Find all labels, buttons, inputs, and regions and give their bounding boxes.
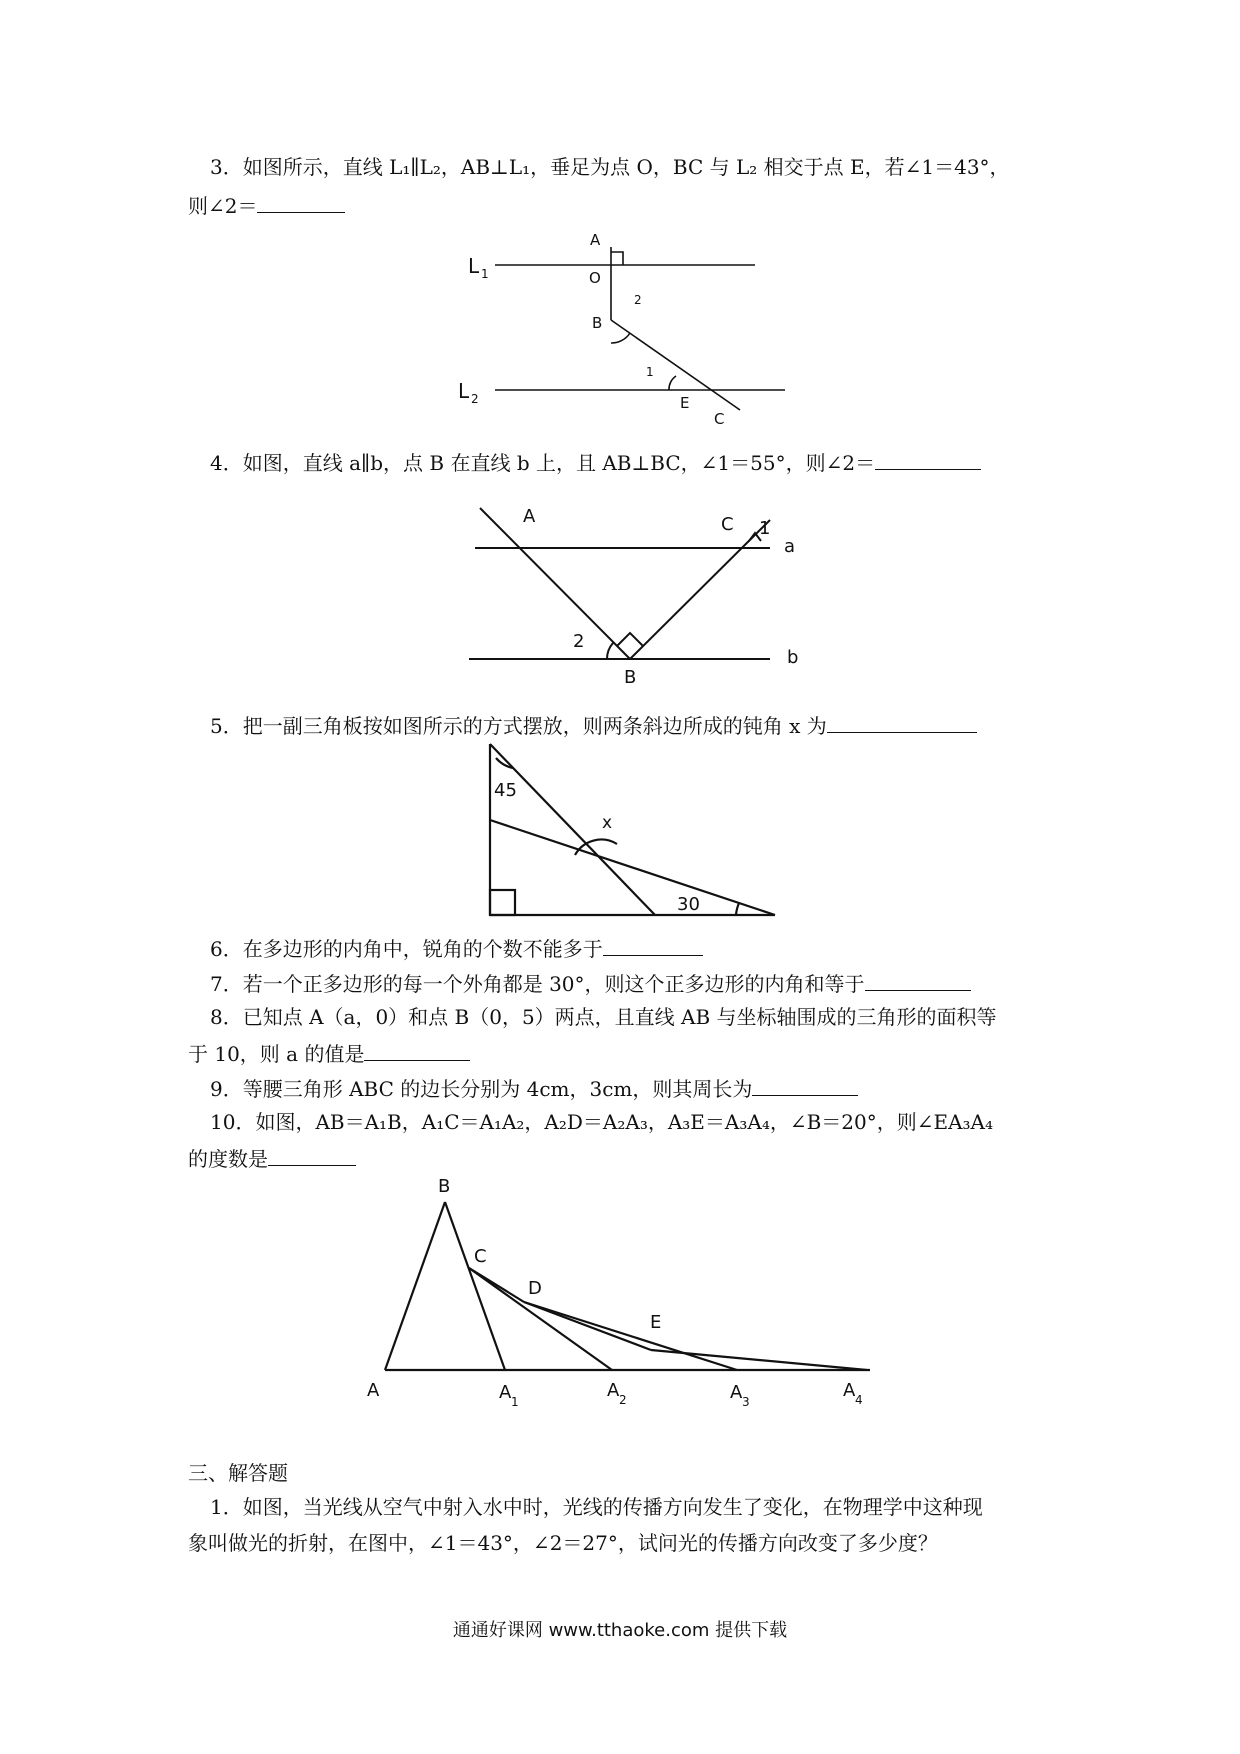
- q4-figure: [455, 500, 815, 690]
- q4-text: 4．如图，直线 a∥b，点 B 在直线 b 上，且 AB⊥BC，∠1＝55°，则∠2＝: [210, 451, 876, 475]
- q4-angle-2: 2: [573, 631, 585, 652]
- q7-line: [210, 970, 971, 996]
- q10-label-A3: A: [730, 1382, 743, 1403]
- q10-label-B: B: [438, 1176, 451, 1197]
- q3-label-C: C: [714, 410, 725, 425]
- q10-text: 10．如图，AB＝A₁B，A₁C＝A₁A₂，A₂D＝A₂A₃，A₃E＝A₃A₄，∠B＝20°，则∠EA₃A₄: [210, 1110, 994, 1134]
- q3-label-B: B: [592, 314, 603, 332]
- q10-label-A1: A: [499, 1382, 512, 1403]
- q4-label-A: A: [523, 506, 536, 527]
- q5-angle-45: 45: [494, 780, 517, 801]
- q7-text: 7．若一个正多边形的每一个外角都是 30°，则这个正多边形的内角和等于: [210, 972, 865, 996]
- q10-line2: [188, 1145, 356, 1171]
- q6-line: [210, 935, 703, 961]
- q3-label-L2: L: [458, 379, 470, 403]
- footer-text: 通通好课网 www.tthaoke.com 提供下载: [452, 1620, 788, 1641]
- q10-line1: [210, 1110, 993, 1134]
- q8-answer-blank[interactable]: [364, 1040, 470, 1061]
- q3-label-L1: L: [468, 254, 480, 278]
- q7-answer-blank[interactable]: [865, 970, 971, 991]
- q3-angle-2: 2: [634, 293, 642, 307]
- s1-line2: [188, 1531, 938, 1555]
- q3-answer-blank[interactable]: [257, 192, 345, 213]
- q8-line2: [188, 1040, 470, 1066]
- q3-line2: [188, 192, 345, 218]
- q6-text: 6．在多边形的内角中，锐角的个数不能多于: [210, 937, 603, 961]
- q4-answer-blank[interactable]: [875, 449, 981, 470]
- q5-angle-x: x: [602, 813, 613, 833]
- q10-figure: [355, 1170, 875, 1415]
- q3-label-E: E: [680, 394, 690, 412]
- page-footer: [0, 1616, 1240, 1642]
- q10-answer-blank[interactable]: [268, 1145, 356, 1166]
- q5-line: [210, 712, 977, 738]
- q3-line1: [210, 155, 1010, 179]
- q3-label-O: O: [589, 269, 601, 287]
- q3-label-L2-sub: 2: [471, 392, 479, 406]
- q8-prompt: 于 10，则 a 的值是: [188, 1042, 365, 1066]
- q3-angle-1: 1: [646, 365, 654, 379]
- q10-prompt: 的度数是: [188, 1147, 268, 1171]
- q9-line: [210, 1075, 858, 1101]
- q6-answer-blank[interactable]: [603, 935, 703, 956]
- q4-label-B: B: [624, 667, 637, 688]
- q10-label-A2-sub: 2: [619, 1393, 627, 1407]
- q9-text: 9．等腰三角形 ABC 的边长分别为 4cm，3cm，则其周长为: [210, 1077, 753, 1101]
- q10-label-E: E: [650, 1312, 662, 1333]
- q3-text: 3．如图所示，直线 L₁∥L₂，AB⊥L₁，垂足为点 O，BC 与 L₂ 相交于点 E，若∠1＝43°，: [210, 155, 1010, 179]
- s1-text-cont: 象叫做光的折射，在图中，∠1＝43°，∠2＝27°，试问光的传播方向改变了多少度？: [188, 1531, 938, 1555]
- q8-line1: [210, 1005, 997, 1029]
- q5-text: 5．把一副三角板按如图所示的方式摆放，则两条斜边所成的钝角 x 为: [210, 714, 827, 738]
- s1-line1: [210, 1495, 983, 1519]
- q5-figure: [480, 740, 780, 920]
- q9-answer-blank[interactable]: [752, 1075, 858, 1096]
- q4-label-b: b: [787, 647, 799, 668]
- q10-label-A: A: [367, 1380, 380, 1401]
- q3-label-A: A: [590, 231, 601, 249]
- q3-figure: [440, 225, 800, 425]
- q5-answer-blank[interactable]: [827, 712, 977, 733]
- q5-angle-30: 30: [677, 894, 700, 915]
- q3-label-L1-sub: 1: [481, 267, 489, 281]
- q10-label-C: C: [474, 1246, 487, 1267]
- section3-title: [188, 1461, 288, 1485]
- q4-line: [210, 449, 981, 475]
- section3-title-text: 三、解答题: [188, 1461, 288, 1485]
- q10-label-A4-sub: 4: [855, 1393, 863, 1407]
- q10-label-A3-sub: 3: [742, 1395, 750, 1409]
- q4-angle-1: 1: [759, 518, 771, 539]
- q4-label-C: C: [721, 514, 734, 535]
- q10-label-D: D: [528, 1278, 542, 1299]
- q4-label-a: a: [784, 536, 796, 557]
- q10-label-A2: A: [607, 1380, 620, 1401]
- q8-text: 8．已知点 A（a，0）和点 B（0，5）两点，且直线 AB 与坐标轴围成的三角形的面积等: [210, 1005, 997, 1029]
- q3-prompt: 则∠2＝: [188, 194, 258, 218]
- s1-text: 1．如图，当光线从空气中射入水中时，光线的传播方向发生了变化，在物理学中这种现: [210, 1495, 983, 1519]
- q10-label-A4: A: [843, 1380, 856, 1401]
- q10-label-A1-sub: 1: [511, 1395, 519, 1409]
